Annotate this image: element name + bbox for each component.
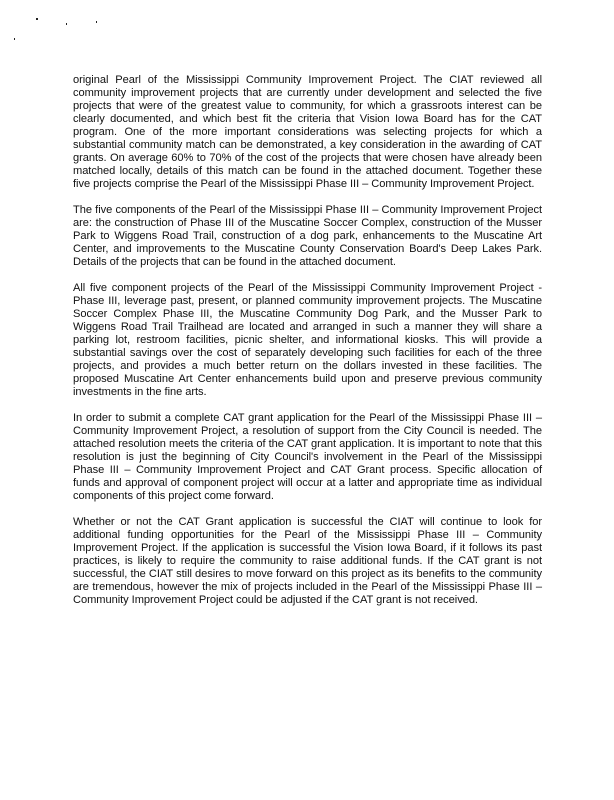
scan-speck	[14, 38, 15, 40]
paragraph-project-selection: original Pearl of the Mississippi Community Improvement Project. The CIAT reviewed all community improvement projects that are currently under development and selected the five projects that were of the greatest value to community, for which a grassroots interest can be clearly documented, and which best fit the criteria that Vision Iowa Board has for the CAT program. One of the more important considerations was selecting projects for which a substantial community match can be demonstrated, a key consideration in the awarding of CAT grants. On average 60% to 70% of the cost of the projects that were chosen have already been matched locally, details of this match can be found in the attached document. Together these five projects comprise the Pearl of the Mississippi Phase III – Community Improvement Project.	[73, 74, 542, 190]
paragraph-five-components: The five components of the Pearl of the Mississippi Phase III – Community Improvement Project are: the construction of Phase III of the Muscatine Soccer Complex, construction of the Musser Park to Wiggens Road Trail, construction of a dog park, enhancements to the Muscatine Art Center, and improvements to the Muscatine County Conservation Board's Deep Lakes Park. Details of the projects that can be found in the attached document.	[73, 204, 542, 268]
scan-speck	[96, 21, 97, 23]
paragraph-additional-funding: Whether or not the CAT Grant application is successful the CIAT will continue to look for additional funding opportunities for the Pearl of the Mississippi Phase III – Community Improvement Project. If the application is successful the Vision Iowa Board, if it follows its past practices, is likely to require the community to raise additional funds. If the CAT grant is not successful, the CIAT still desires to move forward on this project as its benefits to the community are tremendous, however the mix of projects included in the Pearl of the Mississippi Phase III – Community Improvement Project could be adjusted if the CAT grant is not received.	[73, 516, 542, 606]
scan-speck	[36, 18, 38, 20]
paragraph-resolution-of-support: In order to submit a complete CAT grant application for the Pearl of the Mississippi Phase III – Community Improvement Project, a resolution of support from the City Council is needed. The attached resolution meets the criteria of the CAT grant application. It is important to note that this resolution is just the beginning of City Council's involvement in the Pearl of the Mississippi Phase III – Community Improvement Project and CAT Grant process. Specific allocation of funds and approval of component project will occur at a latter and appropriate time as individual components of this project come forward.	[73, 412, 542, 502]
paragraph-leverage-projects: All five component projects of the Pearl of the Mississippi Community Improvement Project - Phase III, leverage past, present, or planned community improvement projects. The Muscatine Soccer Complex Phase III, the Muscatine Community Dog Park, and the Musser Park to Wiggens Road Trail Trailhead are located and arranged in such a manner they will share a parking lot, restroom facilities, picnic shelter, and informational kiosks. This will provide a substantial savings over the cost of separately developing such facilities for each of the three projects, and provides a much better return on the dollars invested in these facilities. The proposed Muscatine Art Center enhancements build upon and preserve previous community investments in the fine arts.	[73, 282, 542, 398]
scan-speck	[66, 23, 67, 25]
document-body	[73, 74, 542, 607]
